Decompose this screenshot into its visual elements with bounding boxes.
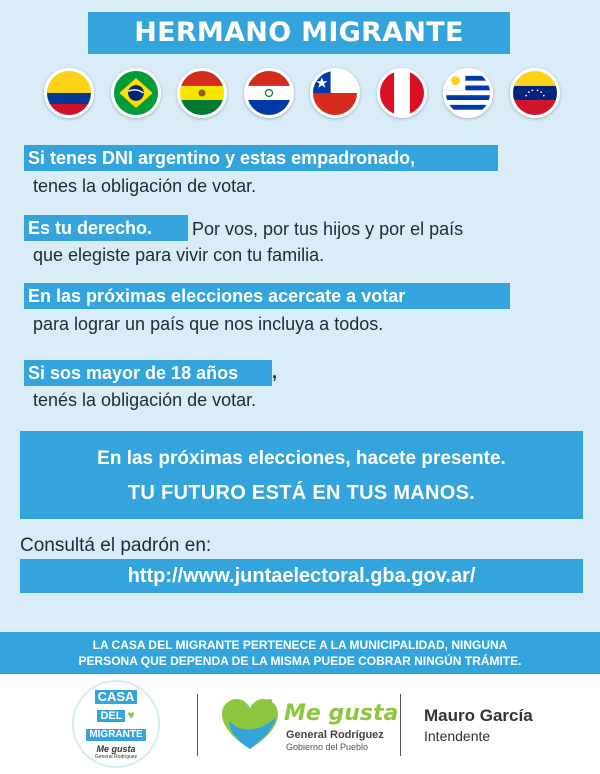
block1-highlight: Si tenes DNI argentino y estas empadronado, [24, 145, 498, 171]
block3-highlight: En las próximas elecciones acercate a votar [24, 283, 510, 309]
notice-line2: PERSONA QUE DEPENDA DE LA MISMA PUEDE COBRAR NINGÚN TRÁMITE. [78, 654, 522, 668]
footer-divider-2 [400, 694, 401, 756]
heart-logo-icon [220, 697, 280, 752]
paraguay-flag-icon [244, 68, 294, 118]
block1-text: tenes la obligación de votar. [33, 176, 257, 196]
block2-text: que elegiste para vivir con tu familia. [33, 245, 325, 265]
casa-logo-migrante: MIGRANTE [86, 729, 145, 741]
callout-line2: TU FUTURO ESTÁ EN TUS MANOS. [127, 482, 476, 504]
block4-comma: , [272, 362, 278, 382]
block2-highlight: Es tu derecho. [24, 215, 188, 241]
mayor-name: Mauro García [424, 706, 533, 725]
consulta-label: Consultá el padrón en: [20, 535, 212, 556]
colombia-flag-icon [44, 68, 94, 118]
block4-text: tenés la obligación de votar. [33, 390, 257, 410]
casa-del-migrante-logo [72, 680, 160, 768]
callout-banner [20, 431, 583, 519]
padron-url-link[interactable]: http://www.juntaelectoral.gba.gov.ar/ [20, 559, 583, 593]
casa-logo-casa: CASA [95, 690, 138, 704]
notice-banner [0, 632, 600, 674]
casa-logo-sub: General Rodríguez [94, 754, 138, 760]
casa-logo-del: DEL [97, 710, 125, 722]
block2-inline: Por vos, por tus hijos y por el país [192, 219, 464, 239]
brazil-flag-icon [111, 68, 161, 118]
callout-line1: En las próximas elecciones, hacete presente. [97, 448, 506, 469]
bolivia-flag-icon [177, 68, 227, 118]
peru-flag-icon [377, 68, 427, 118]
notice-line1: LA CASA DEL MIGRANTE PERTENECE A LA MUNICIPALIDAD, NINGUNA [92, 638, 508, 652]
venezuela-flag-icon [510, 68, 560, 118]
uruguay-flag-icon [443, 68, 493, 118]
municipio-name: General Rodríguez [286, 729, 384, 741]
page-title: HERMANO MIGRANTE [88, 12, 510, 54]
flags-row [44, 68, 560, 122]
mayor-role: Intendente [424, 728, 491, 744]
casa-logo-megusta: Me gusta [96, 744, 136, 754]
megusta-wordmark: Me gusta [284, 701, 399, 726]
block3-text: para lograr un país que nos incluya a todos. [33, 314, 384, 334]
footer-divider [197, 694, 198, 756]
heart-icon: ♥ [127, 708, 135, 722]
municipio-tagline: Gobierno del Pueblo [286, 742, 369, 752]
block4-highlight: Si sos mayor de 18 años [24, 360, 272, 386]
chile-flag-icon [310, 68, 360, 118]
